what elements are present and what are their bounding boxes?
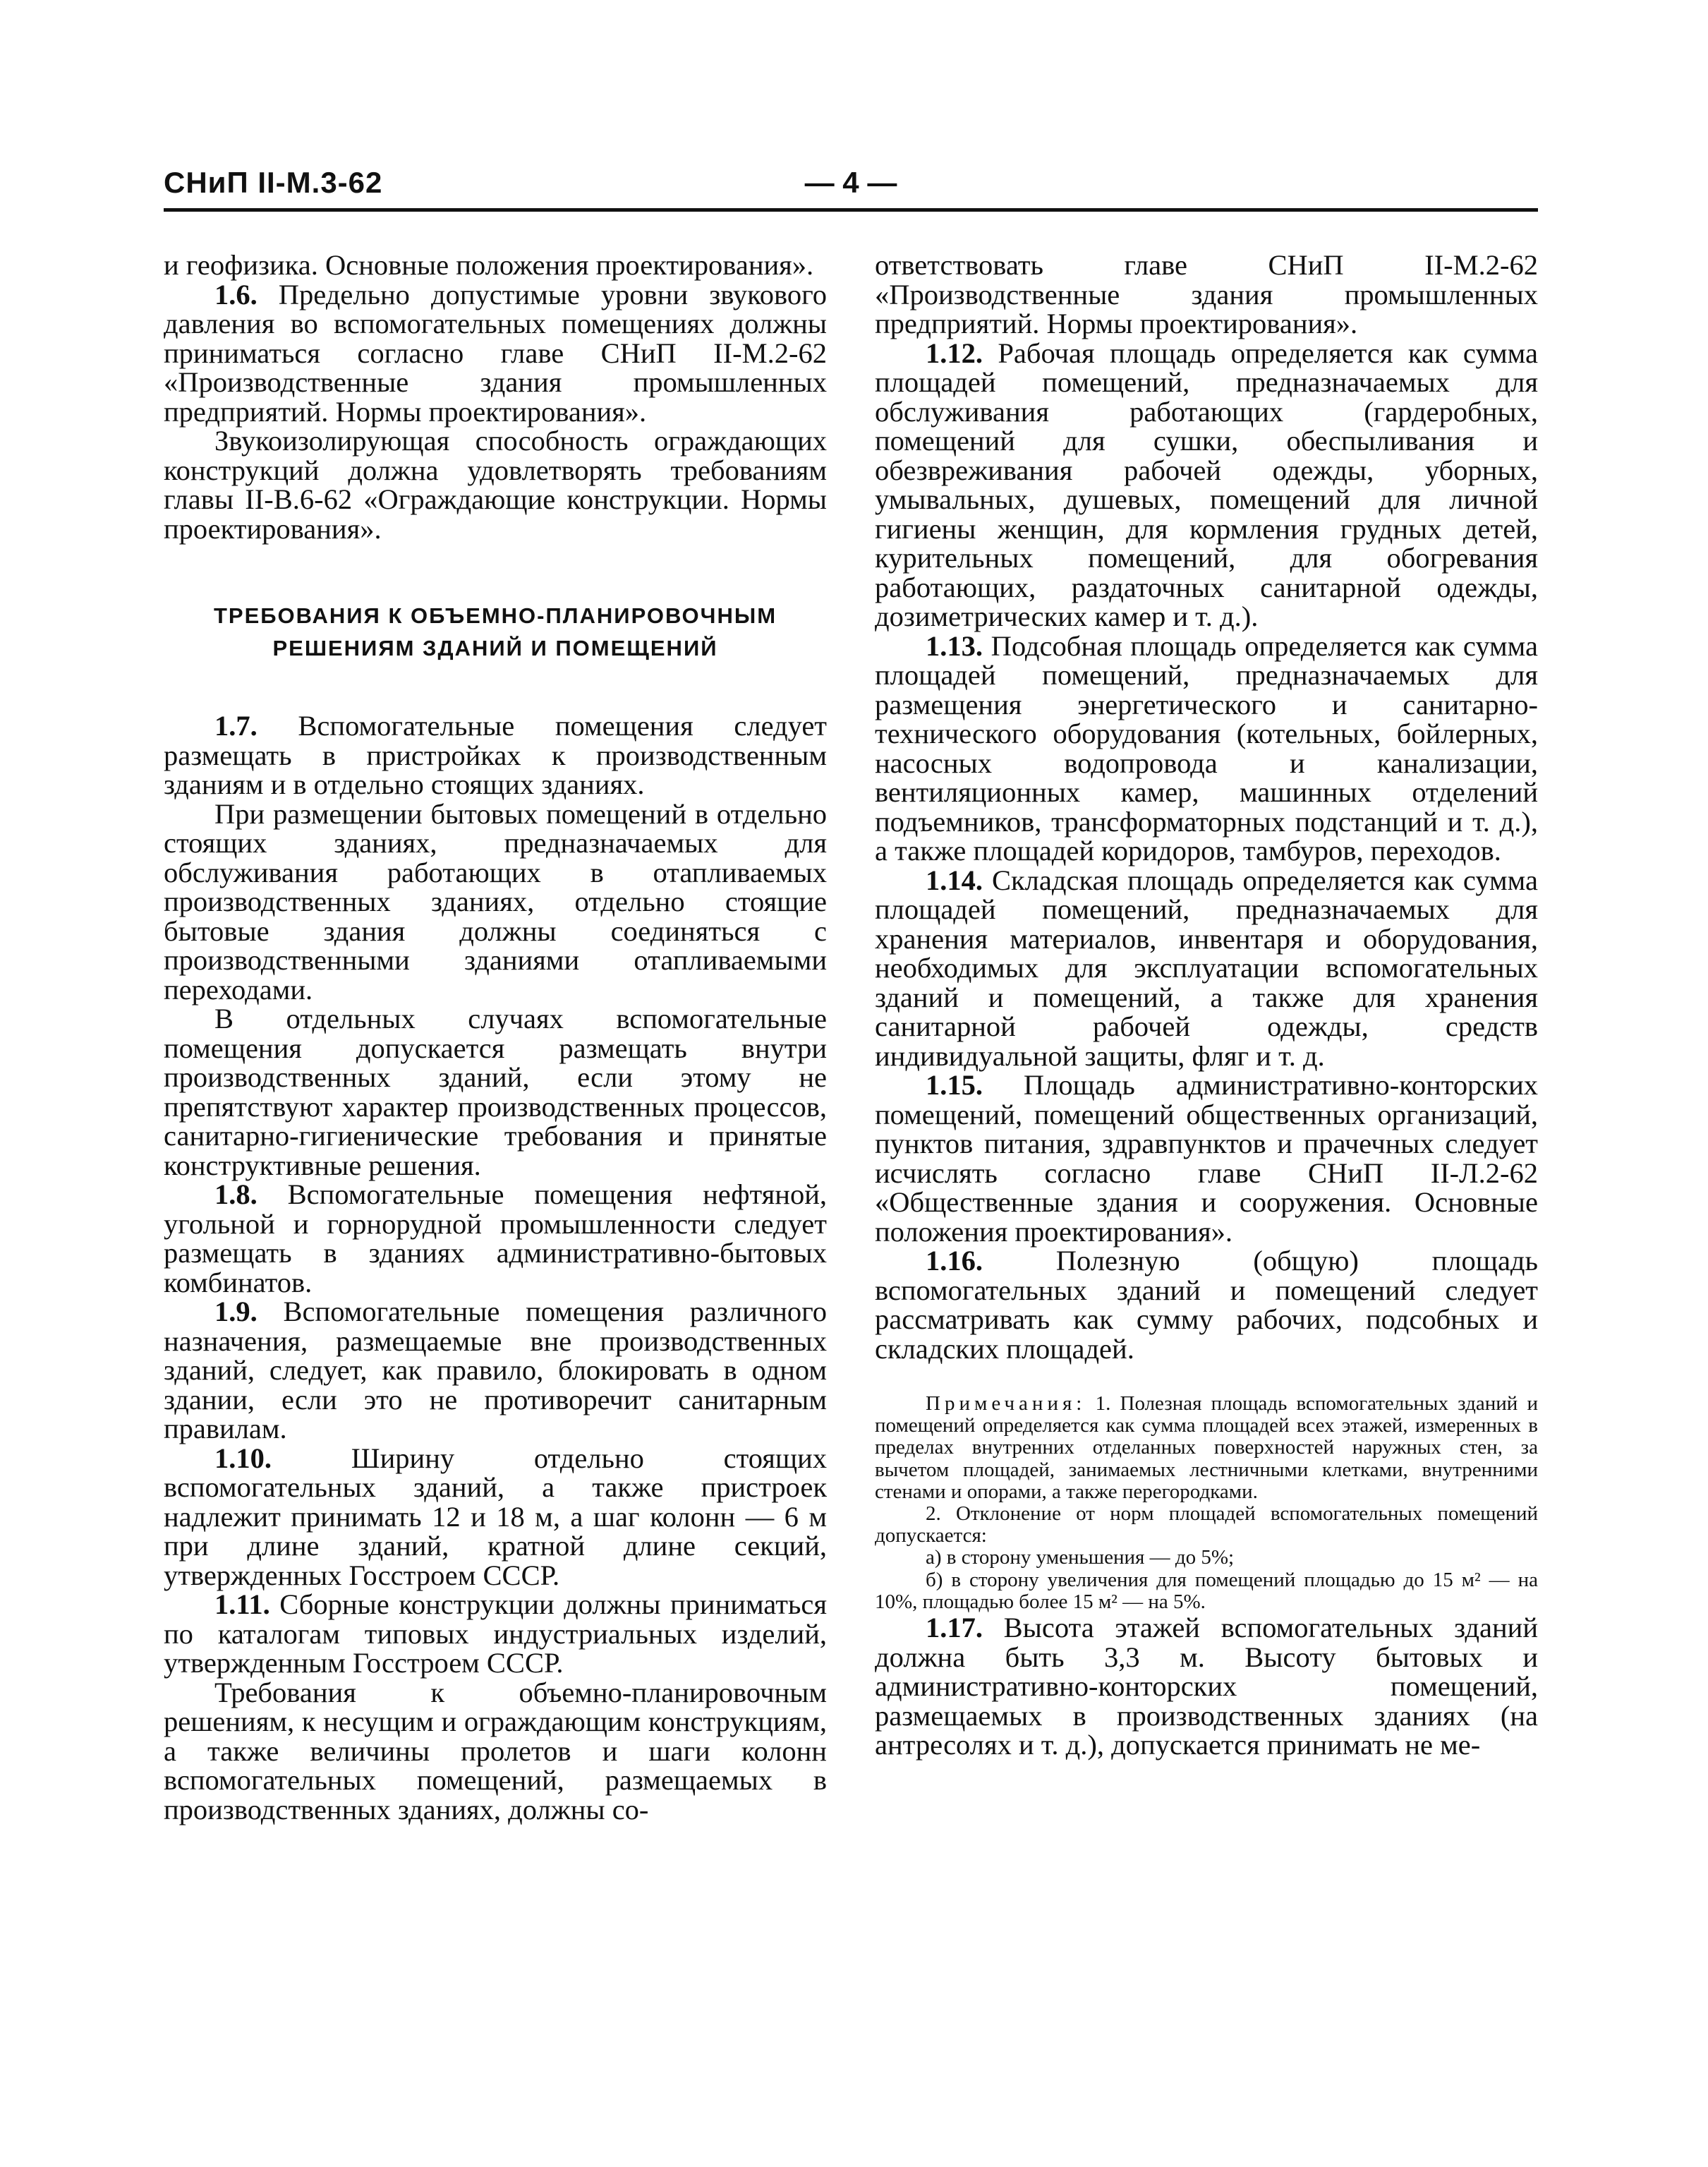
clause-number: 1.9. [214,1296,258,1327]
paragraph: При размещении бытовых помещений в отдельно стоящих зданиях, предназначаемых для обслуживания работающих в отапливаемых производственных зданиях, отдельно стоящие бытовые здания должны соединяться с производственными зданиями отапливаемыми переходами. [164,797,827,1006]
clause-number: 1.8. [214,1178,258,1210]
paragraph-1-11: 1.11. Сборные конструкции должны приниматься по каталогам типовых индустриальных изделий, утвержденным Госстроем СССР. [164,1588,828,1679]
paragraph: В отдельных случаях вспомогательные помещения допускается размещать внутри производственных зданий, если этому не препятствуют характер производственных процессов, санитарно-гигиенические требования и принятые конструктивные решения. [164,1003,827,1181]
paragraph-1-12: 1.12. Рабочая площадь определяется как сумма площадей помещений, предназначаемых для обслуживания работающих (гардеробных, помещений для сушки, обеспыливания и обезвреживания рабочей одежды, уборных, умывальных, душевых, помещений для личной гигиены женщин, для кормления грудных детей, курительных помещений, для обогревания работающих, раздаточных санитарной одежды, дозиметрических камер и т. д.). [875,337,1538,632]
paragraph-1-9: 1.9. Вспомогательные помещения различного назначения, размещаемые вне производственных зданий, следует, как правило, блокировать в одном здании, если это не противоречит санитарным правилам. [164,1296,827,1444]
paragraph-1-13: 1.13. Подсобная площадь определяется как сумма площадей помещений, предназначаемых для размещения энергетического и санитарно-технического оборудования (котельных, бойлерных, насосных водопровода и канализации, вентиляционных камер, машинных отделений подъемников, трансформаторных подстанций и т. д.), а также площадей коридоров, тамбуров, переходов. [875,629,1539,867]
clause-number: 1.15. [926,1069,983,1101]
right-column [875,250,1538,1760]
paragraph-1-15: 1.15. Площадь административно-конторских помещений, помещений общественных организаций, пунктов питания, здравпунктов и прачечных следует исчислять согласно главе СНиП II-Л.2-62 «Общественные здания и сооружения. Основные положения проектирования». [875,1069,1538,1248]
clause-number: 1.16. [926,1245,983,1276]
paragraph-1-8: 1.8. Вспомогательные помещения нефтяной, угольной и горнорудной промышленности следует размещать в зданиях административно-бытовых комбинатов. [164,1178,827,1298]
clause-number: 1.10. [214,1442,272,1474]
paragraph-1-17: 1.17. Высота этажей вспомогательных зданий должна быть 3,3 м. Высоту бытовых и административно-конторских помещений, размещаемых в производственных зданиях (на антресолях и т. д.), допускается принимать не ме- [875,1612,1539,1761]
paragraph-1-6: 1.6. Предельно допустимые уровни звукового давления во вспомогательных помещениях должны приниматься согласно главе СНиП II-М.2-62 «Производственные здания промышленных предприятий. Нормы проектирования». [164,278,827,428]
clause-number: 1.13. [926,629,983,662]
paragraph: и геофизика. Основные положения проектирования». [164,249,814,281]
page-header [164,166,1538,208]
paragraph-1-14: 1.14. Складская площадь определяется как сумма площадей помещений, предназначаемых для хранения материалов, инвентаря и оборудования, необходимых для эксплуатации вспомогательных зданий и помещений, а также для хранения санитарной рабочей одежды, средств индивидуальной защиты, фляг и т. д. [875,864,1539,1072]
note-2b: б) в сторону увеличения для помещений площадью до 15 м² — на 10%, площадью более 15 м² — на 5%. [875,1568,1538,1613]
clause-number: 1.17. [926,1612,983,1644]
section-heading: ТРЕБОВАНИЯ К ОБЪЕМНО-ПЛАНИРОВОЧНЫМ РЕШЕНИЯМ ЗДАНИЙ И ПОМЕЩЕНИЙ [213,603,777,660]
clause-number: 1.6. [214,278,258,310]
clause-number: 1.11. [214,1588,270,1620]
header-rule [164,208,1538,212]
clause-number: 1.7. [214,710,258,742]
note-2a: а) в сторону уменьшения — до 5%; [926,1546,1235,1569]
clause-number: 1.12. [926,337,983,369]
paragraph-1-10: 1.10. Ширину отдельно стоящих вспомогательных зданий, а также пристроек надлежит принимать 12 и 18 м, а шаг колонн — 6 м при длине зданий, кратной длине секций, утвержденных Госстроем СССР. [164,1442,827,1591]
note-1: Примечания: 1. Полезная площадь вспомогательных зданий и помещений определяется как сумма площадей всех этажей, измеренных в пределах внутренних отделанных поверхностей наружных стен, за вычетом площадей, занимаемых лестничными клетками, внутренними стенами и опорами, а также перегородками. [875,1392,1539,1503]
note-2: 2. Отклонение от норм площадей вспомогательных помещений допускается: [875,1502,1538,1547]
paragraph-1-16: 1.16. Полезную (общую) площадь вспомогательных зданий и помещений следует рассматривать как сумму рабочих, подсобных и складских площадей. [875,1245,1539,1365]
clause-number: 1.14. [926,864,983,896]
notes-block [875,1393,1538,1613]
page-number: — 4 — [804,166,897,199]
document-code: СНиП II-М.3-62 [164,166,383,199]
notes-label: Примечания: [926,1392,1086,1415]
paragraph-1-7: 1.7. Вспомогательные помещения следует размещать в пристройках к производственным зданиям и в отдельно стоящих зданиях. [164,710,828,800]
paragraph: ответствовать главе СНиП II-М.2-62 «Производственные здания промышленных предприятий. Нормы проектирования». [875,249,1538,339]
left-column [164,250,827,1824]
paragraph: Требования к объемно-планировочным решениям, к несущим и ограждающим конструкциям, а также величины пролетов и шаги колонн вспомогательных помещений, размещаемых в производственных зданиях, должны со- [164,1676,827,1825]
paragraph: Звукоизолирующая способность ограждающих конструкций должна удовлетворять требованиям главы II-В.6-62 «Ограждающие конструкции. Нормы проектирования». [164,425,827,545]
